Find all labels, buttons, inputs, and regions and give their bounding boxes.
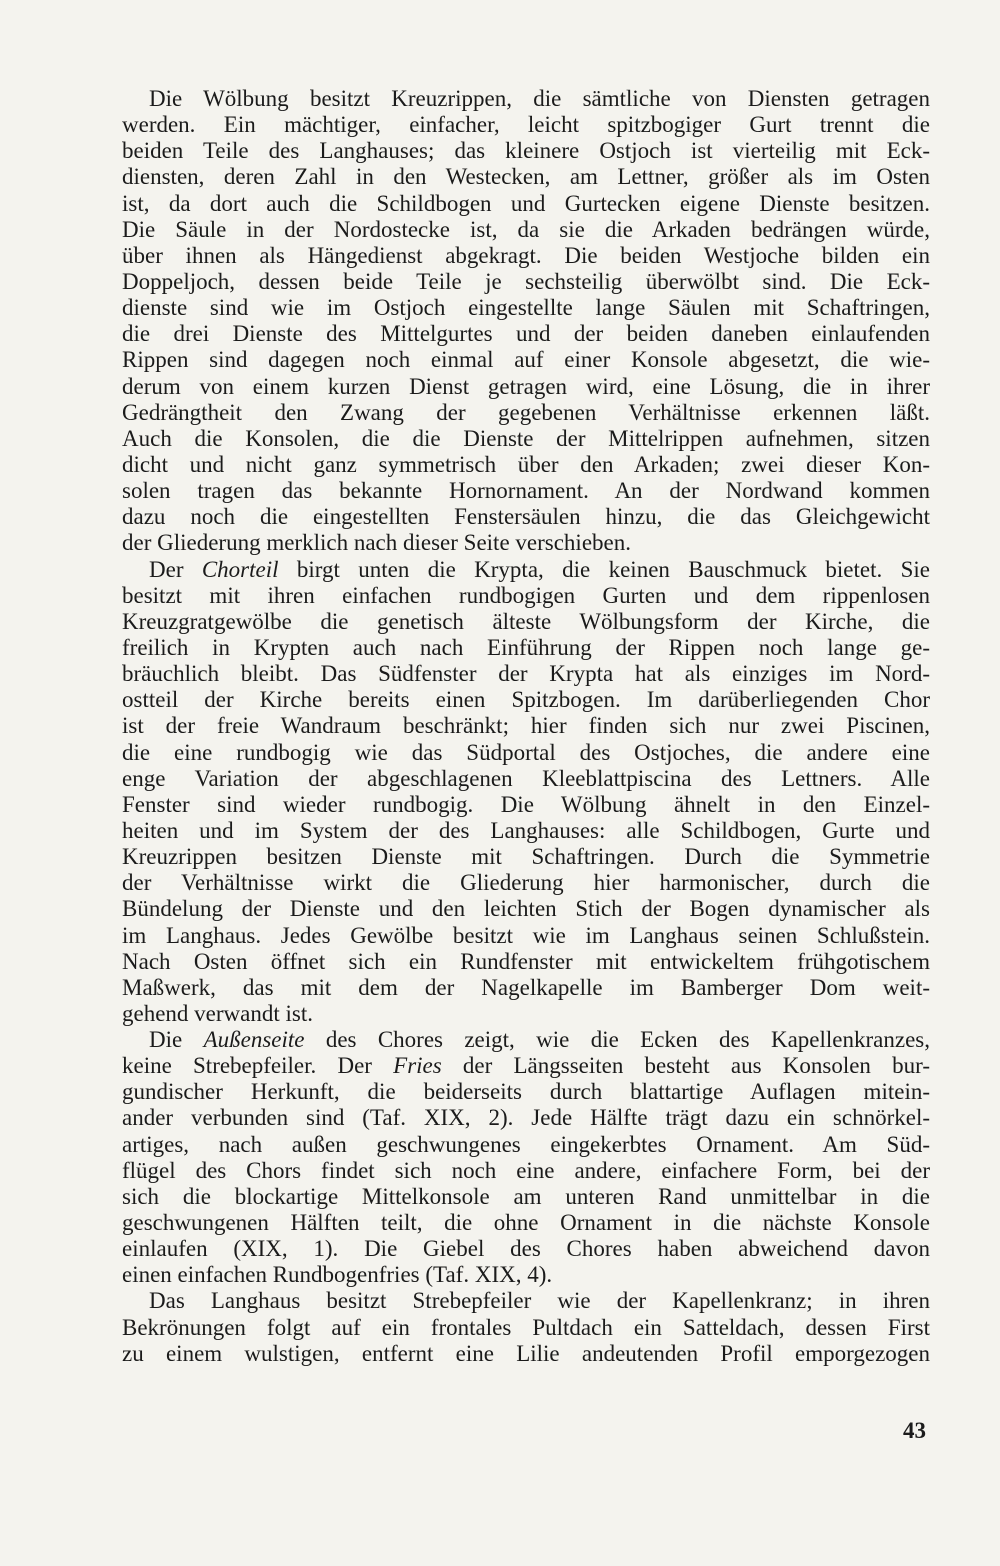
text-line: beiden Teile des Langhauses; das kleinere Ostjoch ist vierteilig mit Eck- bbox=[122, 138, 930, 164]
text-line: ostteil der Kirche bereits einen Spitzbogen. Im darüberliegenden Chor bbox=[122, 687, 930, 713]
text-run: der Längsseiten besteht aus Konsolen bur- bbox=[441, 1053, 930, 1079]
text-run: birgt unten die Krypta, die keinen Bauschmuck bietet. Sie bbox=[278, 556, 930, 582]
text-line bbox=[122, 1027, 930, 1053]
text-line: die eine rundbogig wie das Südportal des Ostjoches, die andere eine bbox=[122, 739, 930, 765]
text-line: flügel des Chors findet sich noch eine andere, einfachere Form, bei der bbox=[122, 1157, 930, 1183]
text-run: Die bbox=[149, 1027, 204, 1053]
text-line: Fenster sind wieder rundbogig. Die Wölbung ähnelt in den Einzel- bbox=[122, 791, 930, 817]
text-line: der Verhältnisse wirkt die Gliederung hier harmonischer, durch die bbox=[122, 870, 930, 896]
italic-term: Chorteil bbox=[201, 556, 279, 582]
text-line: werden. Ein mächtiger, einfacher, leicht spitzbogiger Gurt trennt die bbox=[122, 112, 930, 138]
text-line: derum von einem kurzen Dienst getragen wird, eine Lösung, die in ihrer bbox=[122, 373, 930, 399]
text-run: des Chores zeigt, wie die Ecken des Kapellenkranzes, bbox=[304, 1027, 930, 1053]
page-number: 43 bbox=[903, 1418, 926, 1443]
text-line: ist der freie Wandraum beschränkt; hier finden sich nur zwei Piscinen, bbox=[122, 713, 930, 739]
text-line bbox=[122, 557, 930, 583]
text-line: Auch die Konsolen, die die Dienste der Mittelrippen aufnehmen, sitzen bbox=[122, 425, 930, 451]
text-line: besitzt mit ihren einfachen rundbogigen Gurten und dem rippenlosen bbox=[122, 582, 930, 608]
text-line: Doppeljoch, dessen beide Teile je sechsteilig überwölbt sind. Die Eck- bbox=[122, 268, 930, 294]
text-line bbox=[122, 1053, 930, 1079]
italic-term: Außenseite bbox=[203, 1027, 305, 1053]
text-line: heiten und im System der des Langhauses: alle Schildbogen, Gurte und bbox=[122, 817, 930, 843]
text-line: Kreuzgratgewölbe die genetisch älteste Wölbungsform der Kirche, die bbox=[122, 608, 930, 634]
text-line: enge Variation der abgeschlagenen Kleeblattpiscina des Lettners. Alle bbox=[122, 765, 930, 791]
text-line: ist, da dort auch die Schildbogen und Gurtecken eigene Dienste besitzen. bbox=[122, 190, 930, 216]
text-line: zu einem wulstigen, entfernt eine Lilie andeutenden Profil emporgezogen bbox=[122, 1340, 930, 1366]
text-line: Bündelung der Dienste und den leichten Stich der Bogen dynamischer als bbox=[122, 896, 930, 922]
text-line: Gedrängtheit den Zwang der gegebenen Verhältnisse erkennen läßt. bbox=[122, 399, 930, 425]
text-line: Rippen sind dagegen noch einmal auf einer Konsole abgesetzt, die wie- bbox=[122, 347, 930, 373]
text-line: einlaufen (XIX, 1). Die Giebel des Chores haben abweichend davon bbox=[122, 1236, 930, 1262]
text-line: einen einfachen Rundbogenfries (Taf. XIX, 4). bbox=[122, 1262, 553, 1288]
text-line: dazu noch die eingestellten Fenstersäulen hinzu, die das Gleichgewicht bbox=[122, 504, 930, 530]
text-run: Der bbox=[149, 556, 202, 582]
text-line: der Gliederung merklich nach dieser Seite verschieben. bbox=[122, 530, 631, 556]
text-line: ander verbunden sind (Taf. XIX, 2). Jede Hälfte trägt dazu ein schnörkel- bbox=[122, 1105, 930, 1131]
text-run: keine Strebepfeiler. Der bbox=[122, 1053, 394, 1079]
italic-term: Fries bbox=[393, 1053, 442, 1079]
text-line: solen tragen das bekannte Hornornament. An der Nordwand kommen bbox=[122, 478, 930, 504]
text-line: dienste sind wie im Ostjoch eingestellte lange Säulen mit Schaftringen, bbox=[122, 295, 930, 321]
text-line: Bekrönungen folgt auf ein frontales Pultdach ein Satteldach, dessen First bbox=[122, 1314, 930, 1340]
text-line: über ihnen als Hängedienst abgekragt. Die beiden Westjoche bilden ein bbox=[122, 242, 930, 268]
text-line: dicht und nicht ganz symmetrisch über den Arkaden; zwei dieser Kon- bbox=[122, 451, 930, 477]
text-line: diensten, deren Zahl in den Westecken, am Lettner, größer als im Osten bbox=[122, 164, 930, 190]
text-line: artiges, nach außen geschwungenes eingekerbtes Ornament. Am Süd- bbox=[122, 1131, 930, 1157]
text-line: gehend verwandt ist. bbox=[122, 1000, 313, 1026]
text-line: Die Säule in der Nordostecke ist, da sie die Arkaden bedrängen würde, bbox=[122, 216, 930, 242]
text-line: Das Langhaus besitzt Strebepfeiler wie der Kapellenkranz; in ihren bbox=[149, 1288, 930, 1314]
text-line: Nach Osten öffnet sich ein Rundfenster mit entwickeltem frühgotischem bbox=[122, 948, 930, 974]
text-line: Die Wölbung besitzt Kreuzrippen, die sämtliche von Diensten getragen bbox=[149, 86, 930, 111]
text-line: bräuchlich bleibt. Das Südfenster der Krypta hat als einziges im Nord- bbox=[122, 661, 930, 687]
text-line: freilich in Krypten auch nach Einführung der Rippen noch lange ge- bbox=[122, 634, 930, 660]
text-line: geschwungenen Hälften teilt, die ohne Ornament in die nächste Konsole bbox=[122, 1210, 930, 1236]
text-line: die drei Dienste des Mittelgurtes und der beiden daneben einlaufenden bbox=[122, 321, 930, 347]
text-line: sich die blockartige Mittelkonsole am unteren Rand unmittelbar in die bbox=[122, 1183, 930, 1209]
text-line: Maßwerk, das mit dem der Nagelkapelle im Bamberger Dom weit- bbox=[122, 974, 930, 1000]
text-line: gundischer Herkunft, die beiderseits durch blattartige Auflagen mitein- bbox=[122, 1079, 930, 1105]
text-line: im Langhaus. Jedes Gewölbe besitzt wie im Langhaus seinen Schlußstein. bbox=[122, 922, 930, 948]
text-line: Kreuzrippen besitzen Dienste mit Schaftringen. Durch die Symmetrie bbox=[122, 844, 930, 870]
body-text bbox=[122, 86, 930, 1367]
